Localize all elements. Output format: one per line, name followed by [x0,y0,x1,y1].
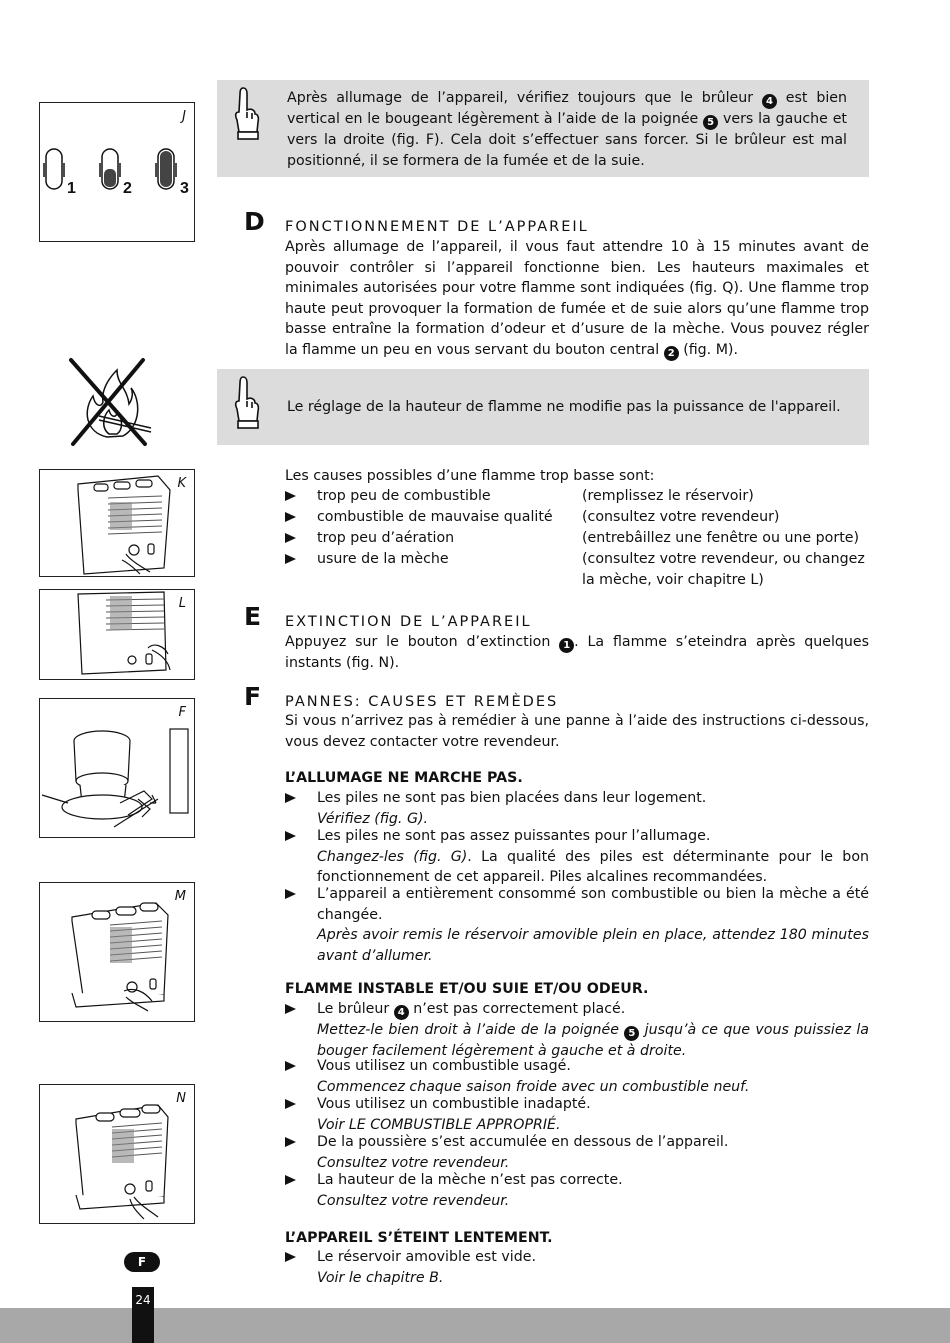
figure-label: J [182,109,186,124]
troubleshoot-item [285,1094,869,1135]
troubleshoot-item [285,1132,869,1173]
troubleshoot-item [285,788,869,829]
cause-text: combustible de mauvaise qualité [317,509,553,525]
problem-text: La hauteur de la mèche n’est pas correcte. [317,1172,623,1188]
cause-text: trop peu de combustible [317,488,491,504]
language-badge: F [124,1252,160,1272]
heater-ignition-illustration [40,470,194,576]
figure-label: N [176,1091,186,1106]
marker-handle: 5 [703,115,718,130]
remedy-text: (consultez votre revendeur, ou changez la mèche, voir chapitre L) [582,551,865,588]
section-title-e: EXTINCTION DE L’APPAREIL [285,614,532,630]
bullet-arrow-icon [285,889,296,899]
position-1: 1 [67,180,76,197]
troubleshoot-heading-ignition: L’ALLUMAGE NE MARCHE PAS. [285,770,523,786]
note-flame-text: Le réglage de la hauteur de flamme ne modifie pas la puissance de l'appareil. [287,399,841,415]
problem-text: Vous utilisez un combustible inadapté. [317,1096,591,1112]
remedy-text: Vérifiez (fig. G). [317,810,428,827]
figure-m [39,882,195,1022]
figure-label: L [178,596,186,611]
bullet-arrow-icon [285,793,296,803]
marker-handle: 5 [624,1026,639,1041]
heater-extinction-button-illustration [40,1085,194,1223]
marker-burner: 4 [394,1005,409,1020]
bullet-arrow-icon [285,1099,296,1109]
remedy-text: Changez-les (fig. G). La qualité des piles est déterminante pour le bon fonctionnement de cet appareil. Piles alcalines recommandées. [317,848,869,885]
problem-text: Le réservoir amovible est vide. [317,1249,536,1265]
troubleshoot-item [285,1056,869,1097]
problem-text: Les piles ne sont pas bien placées dans leur logement. [317,790,707,806]
burner-position-diagram [40,103,194,241]
figure-label: F [178,705,186,720]
bullet-arrow-icon [285,1175,296,1185]
remedy-text: Consultez votre revendeur. [317,1154,510,1171]
remedy-text: Commencez chaque saison froide avec un combustible neuf. [317,1078,750,1095]
troubleshoot-item [285,1170,869,1211]
bullet-arrow-icon [285,1137,296,1147]
remedy-text: Consultez votre revendeur. [317,1192,510,1209]
troubleshoot-heading-flame: FLAMME INSTABLE ET/OU SUIE ET/OU ODEUR. [285,981,649,997]
bullet-arrow-icon [285,533,296,543]
troubleshoot-item [285,884,869,966]
remedy-text: Après avoir remis le réservoir amovible plein en place, attendez 180 minutes avant d’allumer. [317,927,869,964]
marker-central-knob: 2 [664,346,679,361]
position-3: 3 [180,180,189,197]
remedy-text: Voir LE COMBUSTIBLE APPROPRIÉ. [317,1116,561,1133]
pointing-hand-icon [231,86,261,140]
marker-burner: 4 [762,94,777,109]
causes-intro: Les causes possibles d’une flamme trop basse sont: [285,468,655,484]
section-letter-d: D [244,207,265,236]
bullet-arrow-icon [285,1061,296,1071]
page-number: 24 [132,1287,154,1343]
figure-k [39,469,195,577]
cause-text: trop peu d’aération [317,530,455,546]
troubleshoot-item [285,999,869,1062]
section-title-f: PANNES: CAUSES ET REMÈDES [285,694,559,710]
position-2: 2 [123,180,132,197]
marker-extinction-button: 1 [559,638,574,653]
section-e-paragraph: Appuyez sur le bouton d’extinction 1 . La flamme s’eteindra après quelques instants (fig. N). [285,634,870,671]
note-burner-text: Après allumage de l’appareil, vérifiez toujours que le brûleur 4 est bien vertical en le bougeant légèrement à l’aide de la poignée 5 vers la gauche et vers la droite (fig. F). Cela doit s’effectuer sans forcer. Si le brûleur est mal positionné, il se formera de la fumée et de la suie. [287,90,848,169]
figure-j [39,102,195,242]
section-letter-e: E [244,602,262,631]
note-box-burner [217,80,869,177]
figure-n [39,1084,195,1224]
problem-text: Les piles ne sont pas assez puissantes pour l’allumage. [317,828,711,844]
problem-text: De la poussière s’est accumulée en dessous de l’appareil. [317,1134,729,1150]
heater-extinction-illustration [40,590,194,679]
figure-label: K [177,476,186,491]
figure-label: M [174,889,186,904]
troubleshoot-heading-slow-off: L’APPAREIL S’ÉTEINT LENTEMENT. [285,1230,553,1246]
remedy-text: Mettez-le bien droit à l’aide de la poignée 5 jusqu’à ce que vous puissiez la bouger facilement légèrement à gauche et à droite. [317,1022,869,1059]
troubleshoot-item [285,1247,869,1288]
no-open-flame-icon [65,352,155,452]
problem-text: Le brûleur 4 n’est pas correctement placé. [317,1001,626,1018]
figure-l [39,589,195,680]
section-title-d: FONCTIONNEMENT DE L’APPAREIL [285,219,589,235]
note-box-flame-height [217,369,869,445]
bullet-arrow-icon [285,831,296,841]
section-d-paragraph: Après allumage de l’appareil, il vous faut attendre 10 à 15 minutes avant de pouvoir contrôler si l’appareil fonctionne bien. Les hauteurs maximales et minimales autorisées pour votre flamme sont indiquées (fig. Q). Une flamme trop haute peut provoquer la formation de fumée et de suie alors qu’une flamme trop basse entraîne la formation d’odeur et d’usure de la mèche. Vous pouvez régler la flamme un peu en vous servant du bouton central 2 (fig. M). [285,239,869,359]
troubleshoot-item [285,826,869,888]
bullet-arrow-icon [285,512,296,522]
figure-f [39,698,195,838]
section-f-paragraph: Si vous n’arrivez pas à remédier à une panne à l’aide des instructions ci-dessous, vous devez contacter votre revendeur. [285,713,869,750]
bullet-arrow-icon [285,1252,296,1262]
burner-adjustment-illustration [40,699,194,837]
heater-flame-adjust-illustration [40,883,194,1021]
problem-text: Vous utilisez un combustible usagé. [317,1058,571,1074]
problem-text: L’appareil a entièrement consommé son combustible ou bien la mèche a été changée. [317,886,869,923]
section-letter-f: F [244,682,262,711]
bullet-arrow-icon [285,554,296,564]
remedy-text: Voir le chapitre B. [317,1269,444,1286]
remedy-text: (entrebâillez une fenêtre ou une porte) [582,530,860,546]
remedy-text: (consultez votre revendeur) [582,509,780,525]
remedy-text: (remplissez le réservoir) [582,488,754,504]
pointing-hand-icon [231,375,261,429]
cause-text: usure de la mèche [317,551,449,567]
bullet-arrow-icon [285,491,296,501]
bullet-arrow-icon [285,1004,296,1014]
